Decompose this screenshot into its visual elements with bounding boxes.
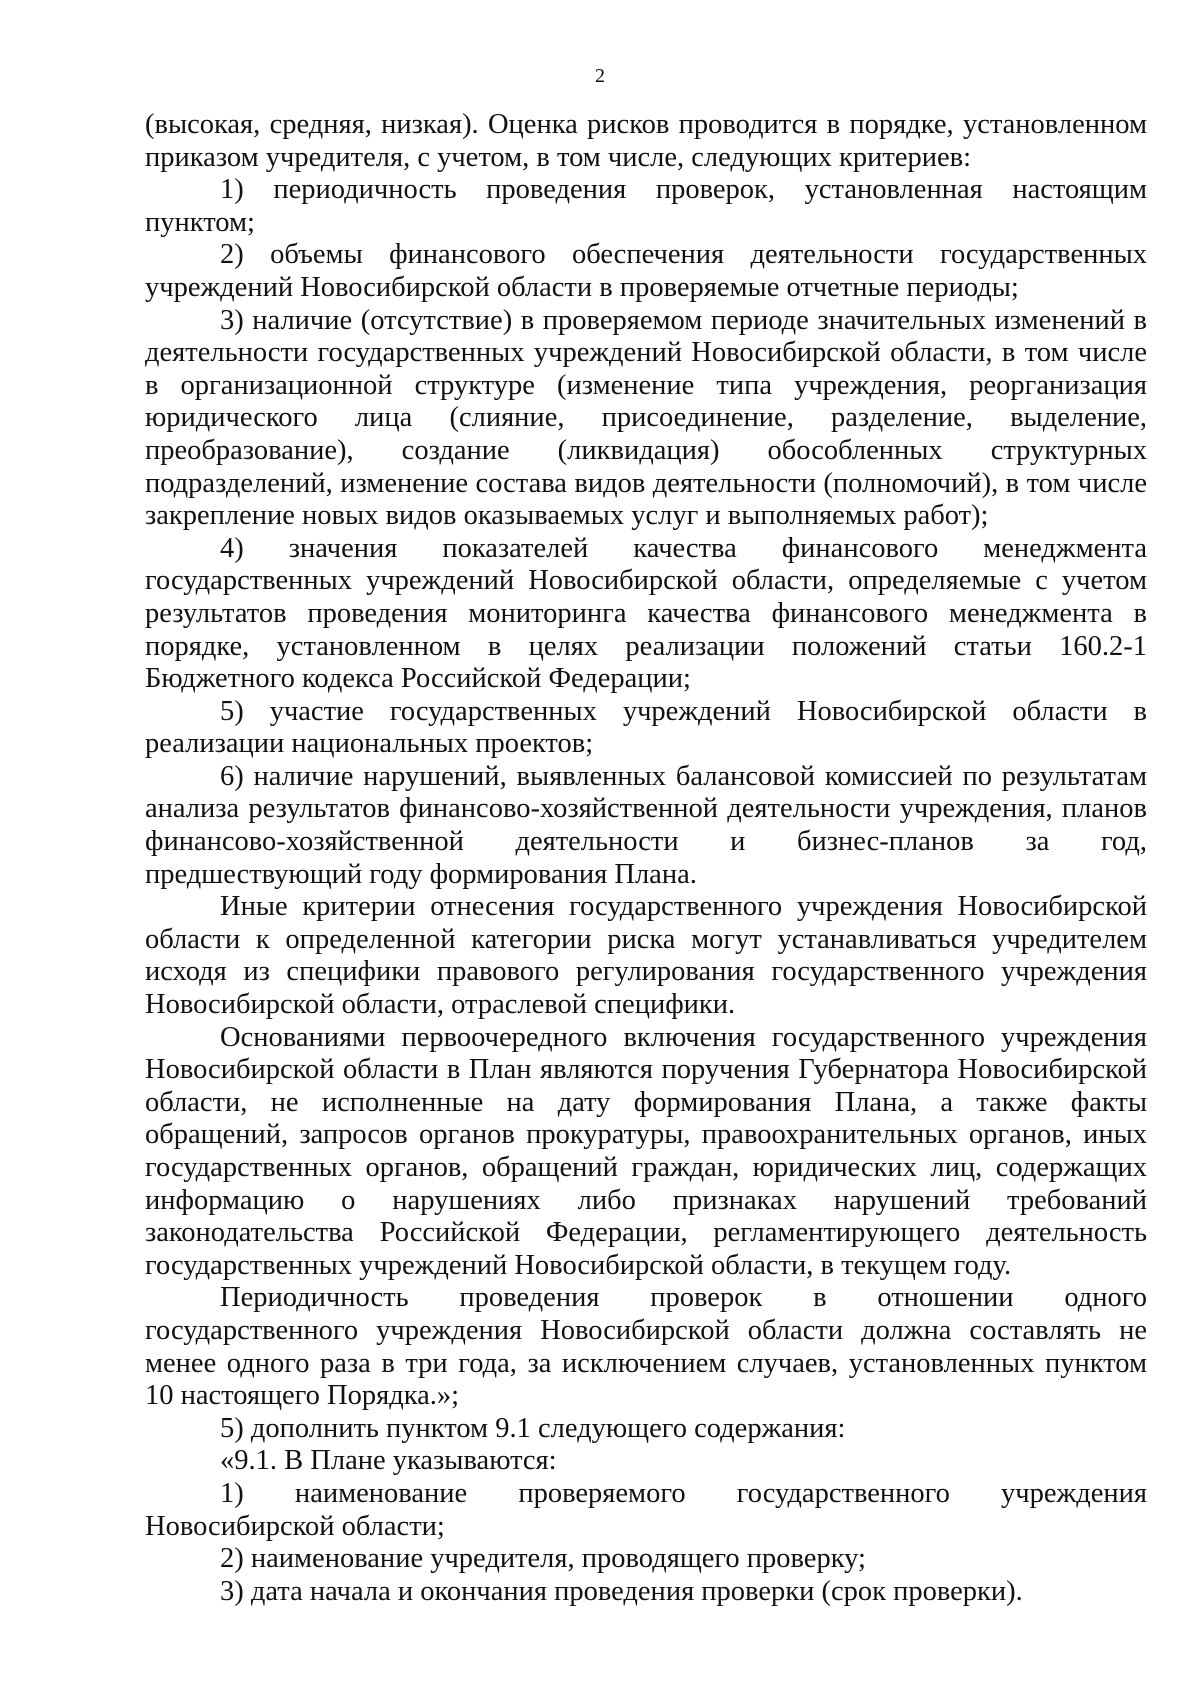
paragraph: (высокая, средняя, низкая). Оценка рисков проводится в порядке, установленном приказом учредителя, с учетом, в том числе, следующих критериев: xyxy=(145,109,1147,173)
paragraph: Основаниями первоочередного включения государственного учреждения Новосибирской области в План являются поручения Губернатора Новосибирской области, не исполненные на дату формирования Плана, а также факты обращений, запросов органов прокуратуры, правоохранительных органов, иных государственных органов, обращений граждан, юридических лиц, содержащих информацию о нарушениях либо признаках нарушений требований законодательства Российской Федерации, регламентирующего деятельность государственных учреждений Новосибирской области, в текущем году. xyxy=(145,1021,1147,1281)
paragraph: 1) периодичность проведения проверок, установленная настоящим пунктом; xyxy=(145,174,1147,238)
page-number: 2 xyxy=(595,65,605,87)
paragraph: 6) наличие нарушений, выявленных балансовой комиссией по результатам анализа результатов финансово-хозяйственной деятельности учреждения, планов финансово-хозяйственной деятельности и бизнес-планов за год, предшествующий году формирования Плана. xyxy=(145,760,1147,890)
paragraph: 2) объемы финансового обеспечения деятельности государственных учреждений Новосибирской области в проверяемые отчетные периоды; xyxy=(145,239,1147,303)
paragraph: 5) участие государственных учреждений Новосибирской области в реализации национальных проектов; xyxy=(145,695,1147,760)
paragraph: 3) дата начала и окончания проведения проверки (срок проверки). xyxy=(220,1575,1023,1607)
document-body xyxy=(145,109,1147,1608)
paragraph: «9.1. В Плане указываются: xyxy=(220,1445,557,1477)
paragraph: 4) значения показателей качества финансового менеджмента государственных учреждений Новосибирской области, определяемые с учетом результатов проведения мониторинга качества финансового менеджмента в порядке, установленном в целях реализации положений статьи 160.2-1 Бюджетного кодекса Российской Федерации; xyxy=(145,532,1147,695)
paragraph: 5) дополнить пунктом 9.1 следующего содержания: xyxy=(220,1412,846,1444)
paragraph: 3) наличие (отсутствие) в проверяемом периоде значительных изменений в деятельности государственных учреждений Новосибирской области, в том числе в организационной структуре (изменение типа учреждения, реорганизация юридического лица (слияние, присоединение, разделение, выделение, преобразование), создание (ликвидация) обособленных структурных подразделений, изменение состава видов деятельности (полномочий), в том числе закрепление новых видов оказываемых услуг и выполняемых работ); xyxy=(145,304,1147,532)
paragraph: Периодичность проведения проверок в отношении одного государственного учреждения Новосибирской области должна составлять не менее одного раза в три года, за исключением случаев, установленных пунктом 10 настоящего Порядка.»; xyxy=(145,1282,1147,1412)
paragraph: Иные критерии отнесения государственного учреждения Новосибирской области к определенной категории риска могут устанавливаться учредителем исходя из специфики правового регулирования государственного учреждения Новосибирской области, отраслевой специфики. xyxy=(145,891,1147,1021)
paragraph: 2) наименование учредителя, проводящего проверку; xyxy=(220,1543,866,1575)
paragraph: 1) наименование проверяемого государственного учреждения Новосибирской области; xyxy=(145,1477,1147,1542)
